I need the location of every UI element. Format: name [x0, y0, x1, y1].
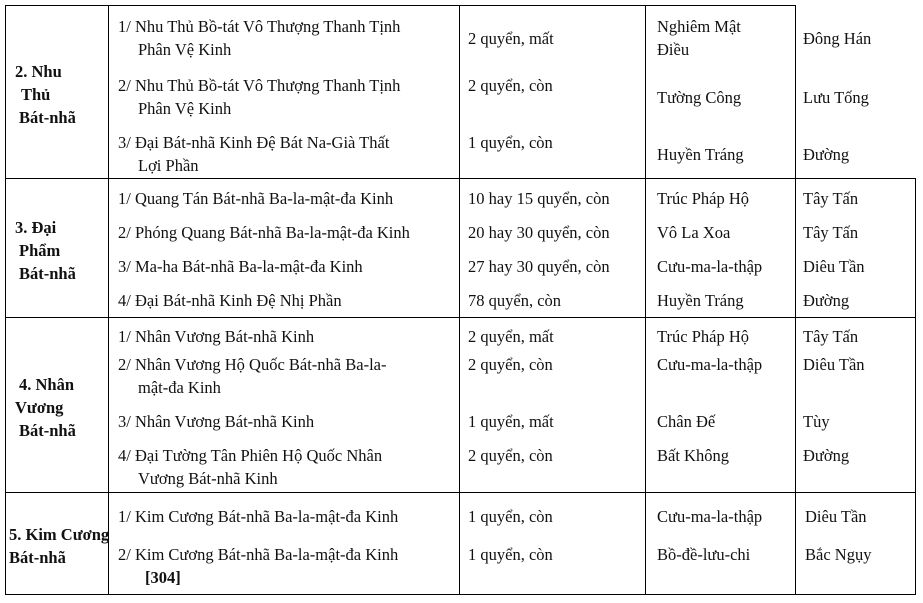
- volume-status: 1 quyển, còn: [468, 133, 553, 152]
- translator-name: Trúc Pháp Hộ: [657, 189, 749, 208]
- translator-name: Nghiêm Mật Điều: [657, 17, 741, 59]
- dynasty-name: Tây Tấn: [803, 189, 859, 208]
- sutra-title: 2/ Nhân Vương Hộ Quốc Bát-nhã Ba-la- mật-đa Kinh: [118, 355, 387, 397]
- sutra-title: 1/ Nhu Thủ Bồ-tát Vô Thượng Thanh Tịnh Phân Vệ Kinh: [118, 17, 401, 59]
- sutra-title: 1/ Quang Tán Bát-nhã Ba-la-mật-đa Kinh: [118, 189, 394, 208]
- translator-name: Bồ-đề-lưu-chi: [657, 545, 751, 564]
- category-label: 5. Kim Cương Bát-nhã: [9, 525, 110, 567]
- dynasty-name: Diêu Tần: [803, 355, 865, 374]
- dynasty-name: Bắc Ngụy: [805, 545, 872, 564]
- table-row-divider: [5, 317, 916, 318]
- dynasty-name: Đông Hán: [803, 29, 872, 48]
- dynasty-name: Đường: [803, 145, 850, 164]
- volume-status: 2 quyển, mất: [468, 327, 554, 346]
- volume-status: 20 hay 30 quyển, còn: [468, 223, 610, 242]
- volume-status: 2 quyển, mất: [468, 29, 554, 48]
- volume-status: 10 hay 15 quyển, còn: [468, 189, 610, 208]
- sutra-title: 3/ Ma-ha Bát-nhã Ba-la-mật-đa Kinh: [118, 257, 363, 276]
- volume-status: 1 quyển, còn: [468, 507, 553, 526]
- table-border-right: [915, 178, 916, 595]
- table-col-divider: [108, 5, 109, 595]
- dynasty-name: Tây Tấn: [803, 327, 859, 346]
- table-border-bottom: [5, 594, 916, 595]
- volume-status: 2 quyển, còn: [468, 76, 553, 95]
- dynasty-name: Đường: [803, 446, 850, 465]
- sutra-title: 3/ Nhân Vương Bát-nhã Kinh: [118, 412, 315, 431]
- sutra-title: 3/ Đại Bát-nhã Kinh Đệ Bát Na-Già Thất Lợi Phần: [118, 133, 390, 175]
- volume-status: 27 hay 30 quyển, còn: [468, 257, 610, 276]
- translator-name: Vô La Xoa: [657, 223, 731, 242]
- sutra-title: 1/ Nhân Vương Bát-nhã Kinh: [118, 327, 315, 346]
- translator-name: Cưu-ma-la-thập: [657, 257, 763, 276]
- translator-name: Huyền Tráng: [657, 291, 744, 310]
- volume-status: 2 quyển, còn: [468, 355, 553, 374]
- dynasty-name: Tùy: [803, 412, 830, 431]
- category-label: 2. Nhu Thủ Bát-nhã: [15, 62, 76, 127]
- dynasty-name: Diêu Tần: [805, 507, 867, 526]
- volume-status: 1 quyển, mất: [468, 412, 554, 431]
- category-label: 4. Nhân Vương Bát-nhã: [15, 375, 76, 440]
- translator-name: Chân Đế: [657, 412, 716, 431]
- table-border-left: [5, 5, 6, 595]
- sutra-table: [5, 5, 916, 595]
- sutra-title: 2/ Nhu Thủ Bồ-tát Vô Thượng Thanh Tịnh Phân Vệ Kinh: [118, 76, 401, 118]
- translator-name: Trúc Pháp Hộ: [657, 327, 749, 346]
- dynasty-name: Tây Tấn: [803, 223, 859, 242]
- table-row-divider: [5, 178, 916, 179]
- volume-status: 78 quyển, còn: [468, 291, 562, 310]
- table-border-top: [5, 5, 795, 6]
- dynasty-name: Đường: [803, 291, 850, 310]
- dynasty-name: Diêu Tần: [803, 257, 865, 276]
- dynasty-name: Lưu Tống: [803, 88, 869, 107]
- footnote-marker: [304]: [145, 568, 181, 587]
- category-label: 3. Đại Phẩm Bát-nhã: [15, 218, 76, 283]
- volume-status: 2 quyển, còn: [468, 446, 553, 465]
- translator-name: Cưu-ma-la-thập: [657, 355, 763, 374]
- sutra-title: 4/ Đại Bát-nhã Kinh Đệ Nhị Phần: [118, 291, 342, 310]
- sutra-title: 2/ Phóng Quang Bát-nhã Ba-la-mật-đa Kinh: [118, 223, 410, 242]
- volume-status: 1 quyển, còn: [468, 545, 553, 564]
- translator-name: Huyền Tráng: [657, 145, 744, 164]
- sutra-title: 2/ Kim Cương Bát-nhã Ba-la-mật-đa Kinh [304]: [118, 545, 399, 587]
- table-col-divider: [645, 5, 646, 595]
- table-col-divider: [459, 5, 460, 595]
- sutra-title: 4/ Đại Tường Tân Phiên Hộ Quốc Nhân Vương Bát-nhã Kinh: [118, 446, 383, 488]
- translator-name: Cưu-ma-la-thập: [657, 507, 763, 526]
- translator-name: Tường Công: [657, 88, 742, 107]
- translator-name: Bất Không: [657, 446, 729, 465]
- table-row-divider: [5, 492, 916, 493]
- table-col-divider: [795, 5, 796, 595]
- sutra-title: 1/ Kim Cương Bát-nhã Ba-la-mật-đa Kinh: [118, 507, 399, 526]
